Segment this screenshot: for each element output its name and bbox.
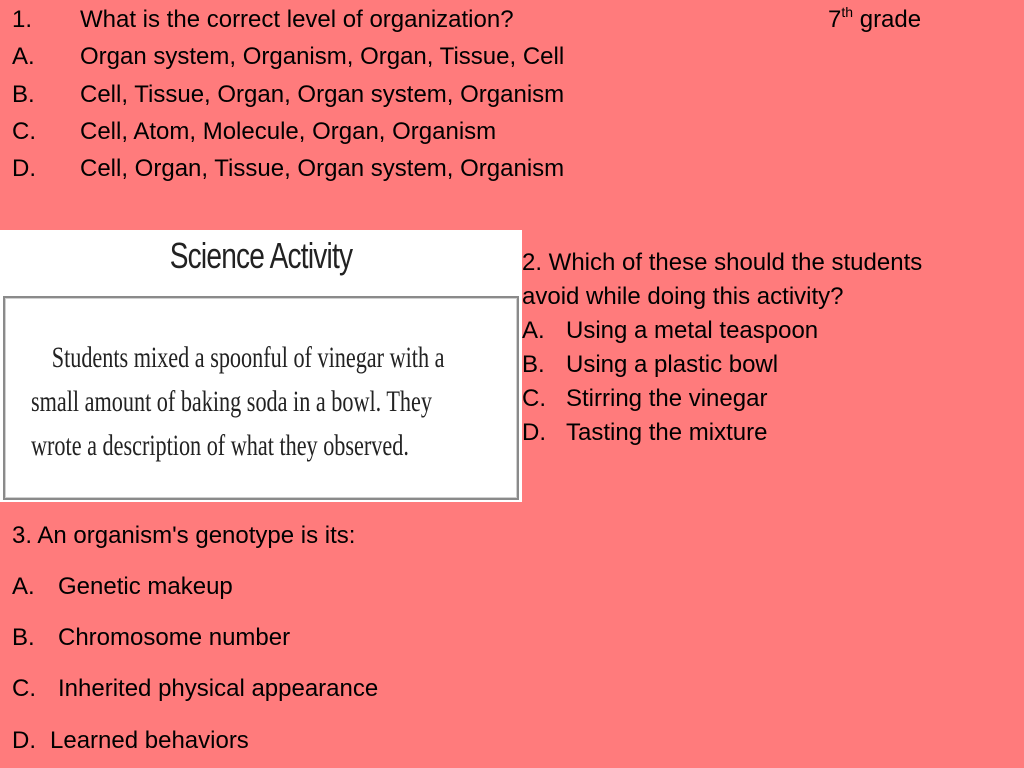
question-3-option-c [12,671,378,707]
option-letter: C. [12,675,36,702]
question-2-option-c [522,382,1022,416]
option-letter: D. [522,419,546,446]
option-letter: A. [522,317,545,344]
option-letter: C. [522,385,546,412]
science-activity-title: Science Activity [169,235,353,276]
option-text: Chromosome number [58,624,291,651]
question-3-option-d [12,723,249,759]
option-text: Genetic makeup [58,573,233,600]
question-2 [522,246,1022,450]
option-text: Cell, Organ, Tissue, Organ system, Organism [80,155,565,182]
question-3-prompt: 3. An organism's genotype is its: [12,522,356,549]
question-1-text: What is the correct level of organization? [80,6,514,33]
science-activity-panel [0,230,522,502]
option-text: Stirring the vinegar [566,385,768,412]
grade-suffix: th [841,4,854,20]
question-2-prompt-line-2: avoid while doing this activity? [522,283,844,310]
option-letter: B. [522,351,545,378]
grade-number: 7 [828,6,842,33]
science-activity-box [3,296,519,500]
option-letter: B. [12,624,35,651]
option-text: Organ system, Organism, Organ, Tissue, Cell [80,43,565,70]
option-letter: B. [12,81,35,108]
option-letter: A. [12,573,35,600]
question-3-option-b [12,620,290,656]
option-text: Learned behaviors [50,727,249,754]
option-letter: D. [12,155,36,182]
question-2-option-d [522,416,1022,450]
grade-word: grade [859,6,922,33]
option-text: Using a metal teaspoon [566,317,819,344]
option-letter: A. [12,43,35,70]
science-activity-description: Students mixed a spoonful of vinegar with a small amount of baking soda in a bowl. They wrote a description of what they observed. [31,341,445,462]
question-2-option-a [522,314,1022,348]
question-2-prompt-line-1: 2. Which of these should the students [522,249,923,276]
option-letter: D. [12,727,36,754]
grade-label [828,2,921,40]
option-text: Tasting the mixture [566,419,768,446]
option-letter: C. [12,118,36,145]
question-1-number: 1. [12,6,33,33]
option-text: Using a plastic bowl [566,351,779,378]
option-text: Cell, Tissue, Organ, Organ system, Organism [80,81,565,108]
question-3-option-a [12,569,233,605]
question-2-option-b [522,348,1022,382]
option-text: Cell, Atom, Molecule, Organ, Organism [80,118,497,145]
option-text: Inherited physical appearance [58,675,379,702]
